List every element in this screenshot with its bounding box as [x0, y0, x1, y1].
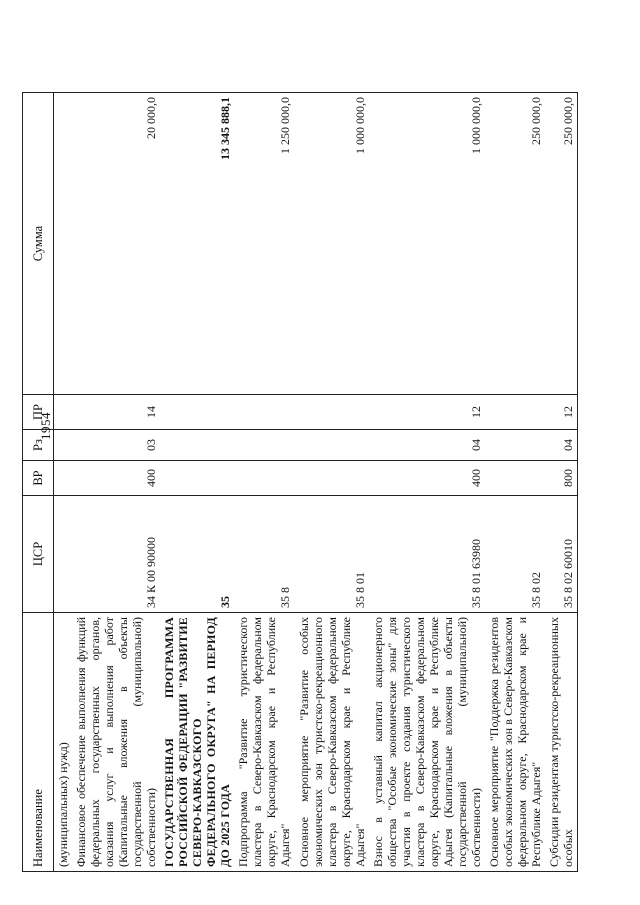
row-name: Основное мероприятие "Развитие особых экономических зон туристско-рекреационного кластера в Северо-Кавказском федеральном округе, Краснодарском крае и Республике Адыгея" [295, 613, 369, 872]
row-pr [234, 395, 294, 430]
header-pr: ПР [23, 395, 54, 430]
table-row [545, 93, 578, 872]
row-pr [54, 395, 73, 430]
row-csr: 35 [160, 496, 234, 613]
row-name: Взнос в уставный капитал акционерного общества "Особые экономические зоны" для участия в проекте создания туристического кластера в Северо-Кавказском федеральном округе, Краснодарском крае и Республике Адыгея (Капитальные вложения в объекты государственной (муниципальной) собственности) [369, 613, 485, 872]
row-sum [54, 93, 73, 395]
row-vr [485, 461, 545, 496]
row-pr [160, 395, 234, 430]
table-row [369, 93, 485, 872]
budget-table [22, 92, 578, 872]
table-row [485, 93, 545, 872]
table-row [54, 93, 73, 872]
row-name: Основное мероприятие "Поддержка резидентов особых экономических зон в Северо-Кавказском федеральном округе, Краснодарском крае и Республике Адыгея" [485, 613, 545, 872]
row-vr: 800 [545, 461, 578, 496]
row-vr [295, 461, 369, 496]
header-name: Наименование [23, 613, 54, 872]
row-pr: 12 [545, 395, 578, 430]
row-sum: 20 000,0 [72, 93, 160, 395]
header-sum: Сумма [23, 93, 54, 395]
row-csr: 35 8 01 63980 [369, 496, 485, 613]
row-rz [54, 430, 73, 461]
row-sum: 1 000 000,0 [369, 93, 485, 395]
row-csr: 35 8 02 60010 [545, 496, 578, 613]
row-rz: 04 [369, 430, 485, 461]
row-vr: 400 [369, 461, 485, 496]
table-row [295, 93, 369, 872]
header-vr: ВР [23, 461, 54, 496]
row-pr [295, 395, 369, 430]
row-sum: 1 250 000,0 [234, 93, 294, 395]
row-rz: 03 [72, 430, 160, 461]
row-name: Финансовое обеспечение выполнения функций федеральных государственных органов, оказания услуг и выполнения работ (Капитальные вложения в объекты государственной (муниципальной) собственности) [72, 613, 160, 872]
table-header-row [23, 93, 54, 872]
row-csr: 35 8 02 [485, 496, 545, 613]
row-sum: 250 000,0 [485, 93, 545, 395]
row-pr: 12 [369, 395, 485, 430]
row-pr [485, 395, 545, 430]
row-vr [160, 461, 234, 496]
row-sum: 13 345 888,1 [160, 93, 234, 395]
row-csr: 35 8 01 [295, 496, 369, 613]
row-name: Подпрограмма "Развитие туристического кластера в Северо-Кавказском федеральном округе, Краснодарском крае и Республике Адыгея" [234, 613, 294, 872]
table-row [72, 93, 160, 872]
row-csr [54, 496, 73, 613]
row-rz [295, 430, 369, 461]
row-rz [485, 430, 545, 461]
row-vr: 400 [72, 461, 160, 496]
row-vr [234, 461, 294, 496]
row-rz [160, 430, 234, 461]
row-vr [54, 461, 73, 496]
row-csr: 35 8 [234, 496, 294, 613]
row-csr: 34 К 00 90000 [72, 496, 160, 613]
header-csr: ЦСР [23, 496, 54, 613]
header-rz: Рз [23, 430, 54, 461]
row-pr: 14 [72, 395, 160, 430]
row-rz [234, 430, 294, 461]
table-row [160, 93, 234, 872]
table-row [234, 93, 294, 872]
budget-table-sheet [22, 92, 576, 872]
row-name: ГОСУДАРСТВЕННАЯ ПРОГРАММА РОССИЙСКОЙ ФЕДЕРАЦИИ "РАЗВИТИЕ СЕВЕРО-КАВКАЗСКОГО ФЕДЕРАЛЬНОГО ОКРУГА" НА ПЕРИОД ДО 2025 ГОДА [160, 613, 234, 872]
row-name: Субсидии резидентам туристско-рекреационных особых [545, 613, 578, 872]
row-rz: 04 [545, 430, 578, 461]
row-sum: 1 000 000,0 [295, 93, 369, 395]
row-name: (муниципальных) нужд) [54, 613, 73, 872]
row-sum: 250 000,0 [545, 93, 578, 395]
